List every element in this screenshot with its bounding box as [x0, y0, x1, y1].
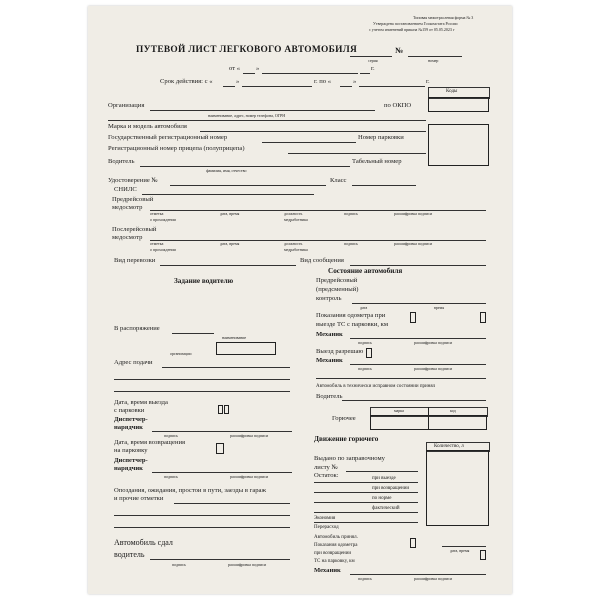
mechanic-cap-decode: расшифровка подписи [414, 340, 453, 345]
pre-cap-mark: отметка [150, 211, 164, 216]
pre-medcheck-line[interactable] [150, 210, 486, 211]
post-cap-passed: о прохождении [150, 247, 176, 252]
post-cap-mark: отметка [150, 241, 164, 246]
norm-label: по норме [372, 496, 392, 501]
exit-line-extra[interactable] [316, 378, 486, 379]
pre-medcheck-label-1: Предрейсовый [112, 196, 154, 203]
handed-cap-decode: расшифровка подписи [228, 562, 267, 567]
codes-box-lower[interactable] [428, 124, 489, 166]
return-box-small[interactable] [216, 443, 224, 454]
accepted-label-4: ТС на парковку, км [314, 559, 355, 564]
mechanic-exit-cap-signature: подпись [358, 366, 372, 371]
delays-line-1[interactable] [174, 503, 290, 504]
series-line[interactable] [350, 56, 392, 57]
handed-line[interactable] [150, 559, 290, 560]
license-label: Удостоверение № [108, 177, 158, 184]
remain-return-line[interactable] [314, 492, 418, 493]
pre-medcheck-label-2: медосмотр [112, 204, 143, 211]
departure-label-1: Дата, время выезда [114, 399, 168, 406]
odo-departure-label-2: выезде ТС с парковки, км [316, 321, 389, 328]
odo-return-box-left[interactable] [410, 538, 416, 548]
pre-cap-medworker: медработника [284, 217, 308, 222]
norm-line[interactable] [314, 502, 418, 503]
form-note-2: Утверждена постановлением Госкомстата России [373, 21, 458, 26]
return-label-2: на парковку [114, 447, 148, 454]
organization-line-2[interactable] [108, 120, 426, 121]
post-medcheck-label-2: медосмотр [112, 234, 143, 241]
fuel-move-title: Движение горючего [314, 435, 379, 443]
car-model-line[interactable] [200, 131, 426, 132]
odo-return-cap-datetime: дата, время [450, 548, 470, 553]
validity-quote-close: » [236, 78, 240, 85]
validity-quote-close-2: » [353, 78, 357, 85]
handed-label-1: Автомобиль сдал [114, 538, 173, 547]
waybill-form-sheet [88, 6, 512, 594]
car-model-label: Марка и модель автомобиля [108, 123, 187, 130]
validity-to-day-line[interactable] [340, 86, 352, 87]
mechanic-return-cap-signature: подпись [358, 576, 372, 581]
mechanic-line[interactable] [350, 338, 486, 339]
delays-line-3[interactable] [114, 527, 290, 528]
snils-line[interactable] [142, 194, 314, 195]
issued-label-1: Выдано по заправочному [314, 455, 385, 462]
date-day-line[interactable] [243, 73, 255, 74]
fuel-label: Горючее [332, 415, 356, 422]
return-label-1: Дата, время возвращения [114, 439, 186, 446]
date-quote-close: » [256, 65, 260, 72]
validity-from-day-line[interactable] [223, 86, 235, 87]
transport-type-line[interactable] [160, 265, 296, 266]
delivery-address-line-2[interactable] [114, 379, 290, 380]
post-medcheck-label-1: Послерейсовый [112, 226, 157, 233]
driver-label: Водитель [108, 158, 135, 165]
number-caption: номер [428, 58, 439, 63]
pre-cap-position: должность [284, 211, 303, 216]
disposal-org-caption: организации [170, 351, 192, 356]
mechanic-return-label: Механик [314, 567, 341, 574]
driver-name-line[interactable] [140, 166, 350, 167]
delays-line-2[interactable] [114, 515, 290, 516]
disposal-box[interactable] [216, 342, 276, 355]
tabel-number-label: Табельный номер [352, 158, 402, 165]
message-type-line[interactable] [350, 265, 486, 266]
pre-control-label-2: (предсменный) [316, 286, 359, 293]
odo-departure-box-left[interactable] [410, 312, 416, 323]
post-cap-signature: подпись [344, 241, 358, 246]
park-number-label: Номер парковки [358, 134, 404, 141]
pre-control-line[interactable] [352, 303, 486, 304]
organization-label: Организация [108, 102, 145, 109]
mechanic-exit-line[interactable] [350, 364, 486, 365]
odo-departure-label-1: Показания одометра при [316, 312, 386, 319]
transport-type-label: Вид перевозки [114, 257, 156, 264]
mechanic-label: Механик [316, 331, 343, 338]
exit-allowed-label: Выезд разрешаю [316, 348, 364, 355]
pre-control-label-1: Предрейсовый [316, 277, 358, 284]
post-cap-decode: расшифровка подписи [394, 241, 433, 246]
trailer-number-line[interactable] [288, 153, 426, 154]
remain-return-label: при возвращении [372, 486, 410, 491]
date-year-line[interactable] [360, 73, 370, 74]
handed-cap-signature: подпись [172, 562, 186, 567]
accepted-label-3: при возвращении [314, 551, 352, 556]
dispatcher-return-cap-decode: расшифровка подписи [230, 474, 269, 479]
departure-box-small-2[interactable] [224, 405, 229, 414]
driver-accept-label: Водитель [316, 393, 343, 400]
issued-label-2: листу № [314, 464, 338, 471]
disposal-label: В распоряжение [114, 325, 160, 332]
dispatcher-return-line[interactable] [152, 472, 292, 473]
codes-label: Коды [446, 89, 458, 94]
departure-label-2: с парковки [114, 407, 145, 414]
validity-year-suffix: г. [426, 78, 430, 85]
pre-control-cap-time: время [434, 305, 445, 310]
okpo-label: по ОКПО [384, 102, 412, 109]
message-type-label: Вид сообщения [300, 257, 344, 264]
validity-to-label: г. по « [314, 78, 332, 85]
delivery-address-label: Адрес подачи [114, 359, 153, 366]
post-cap-medworker: медработника [284, 247, 308, 252]
quantity-label: Количество, л [434, 444, 464, 449]
driver-accept-line[interactable] [342, 400, 486, 401]
post-cap-position: должность [284, 241, 303, 246]
dispatcher-return-label-2: нарядчик [114, 465, 143, 472]
okpo-code-box[interactable] [428, 97, 489, 112]
disposal-name-caption: наименование [222, 335, 247, 340]
remain-label: Остаток: [314, 472, 339, 479]
form-note-1: Типовая межотраслевая форма № 3 [413, 15, 474, 20]
number-sign: № [395, 46, 404, 55]
dispatcher-line[interactable] [152, 431, 292, 432]
delivery-address-line-1[interactable] [162, 367, 290, 368]
pre-control-label-3: контроль [316, 295, 342, 302]
reg-number-line[interactable] [262, 142, 356, 143]
mechanic-return-line[interactable] [350, 574, 486, 575]
accepted-label-2: Показания одометра [314, 543, 358, 548]
trailer-number-label: Регистрационный номер прицепа (полуприцепа) [108, 145, 245, 152]
pre-cap-decode: расшифровка подписи [394, 211, 433, 216]
pre-cap-datetime: дата, время [220, 211, 240, 216]
handed-label-2: водитель [114, 550, 145, 559]
mechanic-exit-cap-decode: расшифровка подписи [414, 366, 453, 371]
remain-departure-line[interactable] [314, 482, 418, 483]
class-line[interactable] [352, 185, 416, 186]
pre-cap-passed: о прохождении [150, 217, 176, 222]
issued-line[interactable] [346, 471, 418, 472]
overrun-label: Перерасход [314, 525, 339, 530]
delays-label-1: Опоздания, ожидания, простои в пути, заезды в гараж [114, 487, 267, 494]
pre-control-cap-date: дата [360, 305, 368, 310]
number-line[interactable] [408, 56, 462, 57]
license-line[interactable] [170, 185, 326, 186]
quantity-box[interactable] [426, 450, 489, 526]
task-title: Задание водителю [174, 277, 234, 285]
driver-name-caption: фамилия, имя, отчество [206, 168, 247, 173]
departure-box-small[interactable] [218, 405, 223, 414]
class-label: Класс [330, 177, 347, 184]
mechanic-return-cap-decode: расшифровка подписи [414, 576, 453, 581]
remain-departure-label: при выезде [372, 476, 396, 481]
fuel-divider [428, 407, 429, 429]
dispatcher-label-2: нарядчик [114, 424, 143, 431]
form-title: ПУТЕВОЙ ЛИСТ ЛЕГКОВОГО АВТОМОБИЛЯ [136, 45, 358, 55]
state-title: Состояние автомобиля [328, 267, 403, 275]
organization-caption: наименование, адрес, номер телефона, ОГРН [208, 113, 286, 118]
economy-label: Экономия [314, 516, 336, 521]
pre-cap-signature: подпись [344, 211, 358, 216]
validity-to-month-line[interactable] [359, 86, 425, 87]
actual-line[interactable] [314, 512, 418, 513]
mechanic-cap-signature: подпись [358, 340, 372, 345]
accepted-ok-label: Автомобиль в технически исправном состоянии принял [316, 384, 436, 389]
dispatcher-return-cap-signature: подпись [164, 474, 178, 479]
series-caption: серия [368, 58, 378, 63]
date-year-suffix: г. [371, 65, 375, 72]
validity-label: Срок действия: с « [160, 78, 213, 85]
form-note-3: с учетом изменений приказа №159 от 05.05.2023 г [369, 27, 455, 32]
dispatcher-return-label-1: Диспетчер- [114, 457, 148, 464]
disposal-line[interactable] [172, 333, 214, 334]
odo-departure-box-right[interactable] [480, 312, 486, 323]
actual-label: фактический [372, 506, 400, 511]
date-from-label: от « [229, 65, 241, 72]
mechanic-exit-label: Механик [316, 357, 343, 364]
exit-allowed-box[interactable] [366, 348, 372, 358]
reg-number-label: Государственный регистрационный номер [108, 134, 228, 141]
fuel-code-caption: код [450, 408, 456, 413]
validity-from-month-line[interactable] [242, 86, 312, 87]
dispatcher-cap-signature: подпись [164, 433, 178, 438]
accepted-label-1: Автомобиль принял. [314, 535, 358, 540]
delivery-address-line-3[interactable] [114, 391, 290, 392]
date-month-line[interactable] [262, 73, 358, 74]
economy-line[interactable] [314, 522, 418, 523]
odo-return-line[interactable] [442, 546, 486, 547]
post-medcheck-line[interactable] [150, 240, 486, 241]
fuel-brand-caption: марка [394, 408, 404, 413]
dispatcher-cap-decode: расшифровка подписи [230, 433, 269, 438]
organization-line[interactable] [150, 110, 375, 111]
snils-label: СНИЛС [114, 186, 137, 193]
dispatcher-label-1: Диспетчер- [114, 416, 148, 423]
post-cap-datetime: дата, время [220, 241, 240, 246]
odo-return-box-right[interactable] [480, 550, 486, 560]
delays-label-2: и прочие отметки [114, 495, 164, 502]
